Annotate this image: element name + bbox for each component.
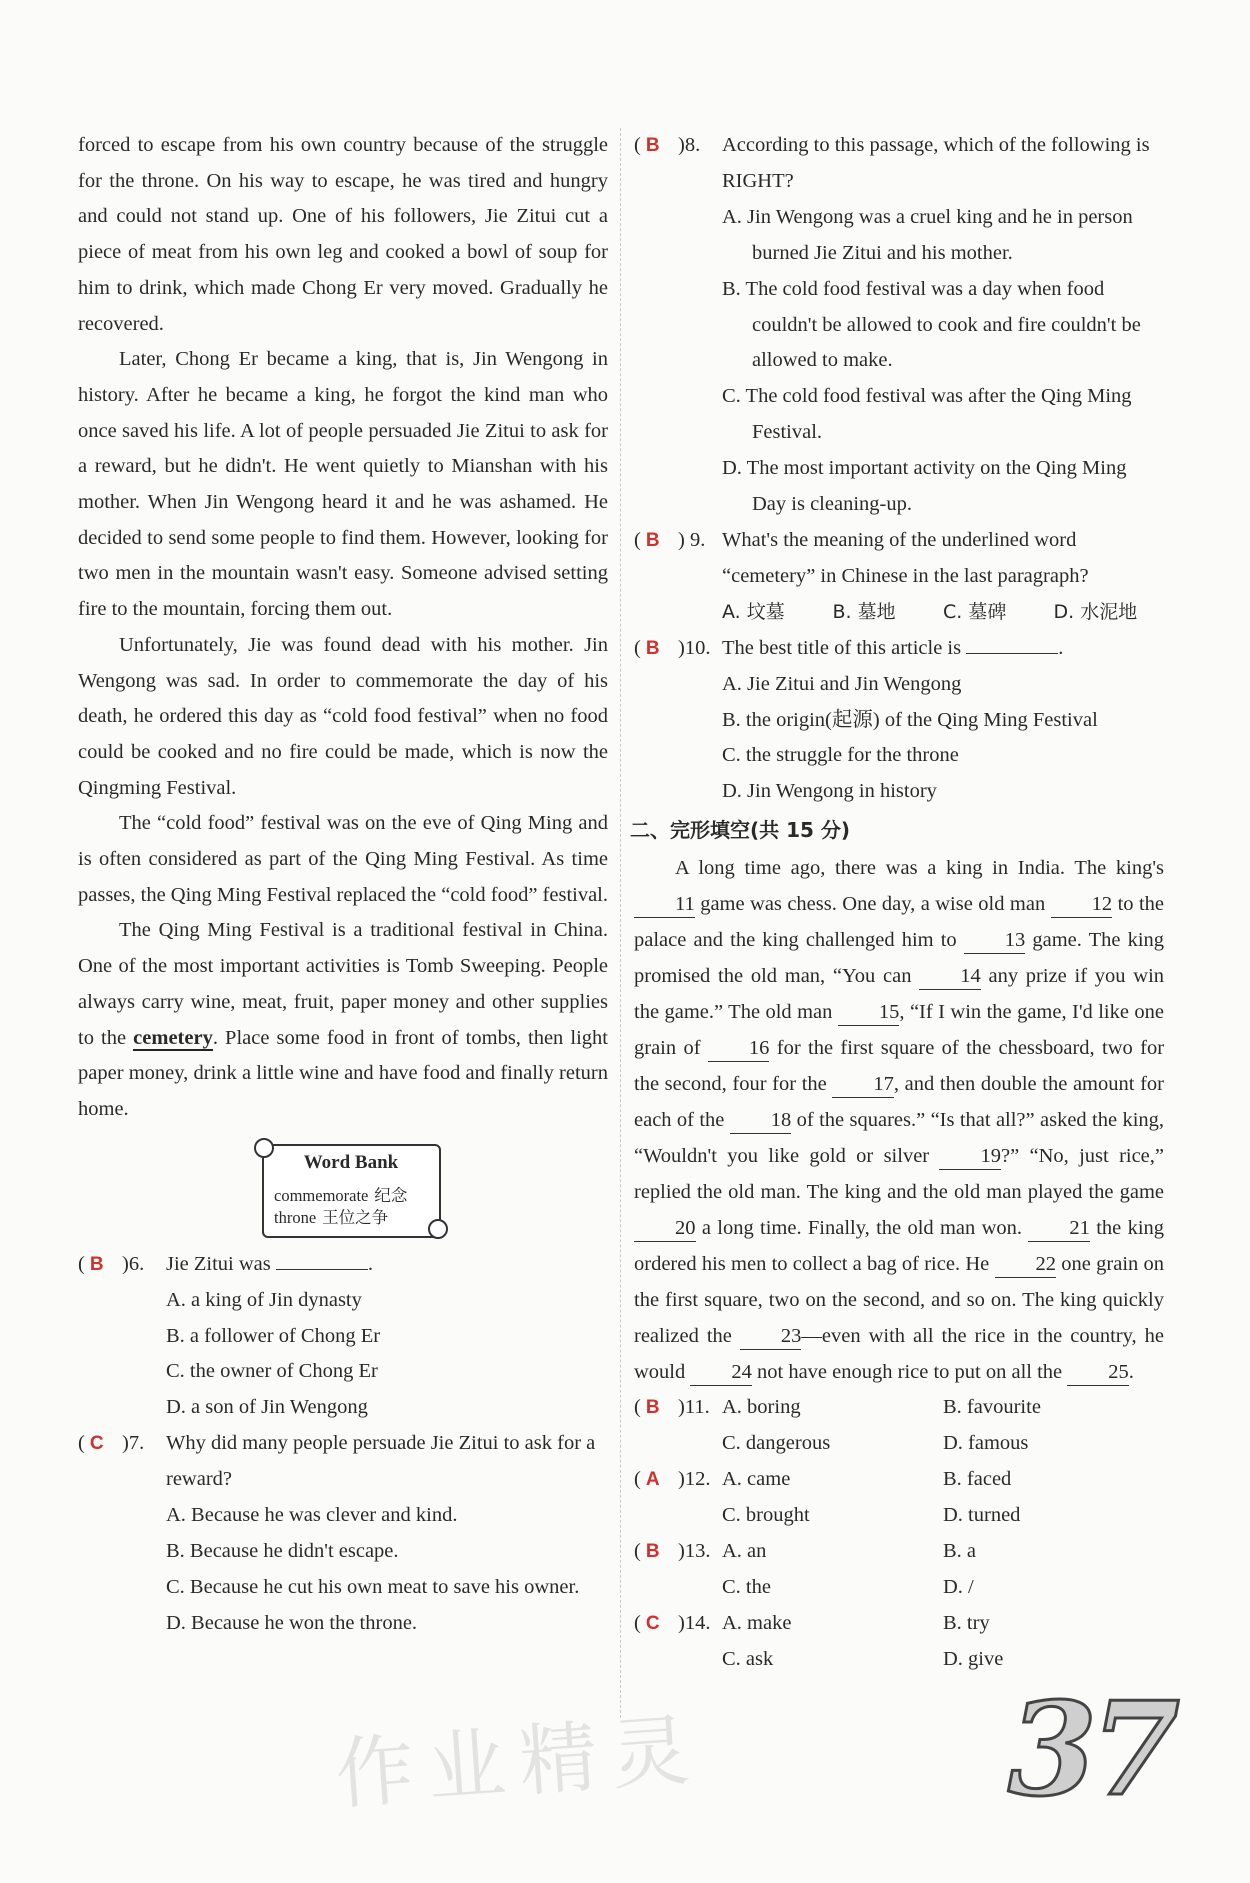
- question-13: [634, 1534, 1164, 1606]
- cloze-blank-19[interactable]: 19: [939, 1143, 1001, 1170]
- page-number: 37: [1007, 1675, 1174, 1825]
- option-a[interactable]: A. an: [722, 1539, 767, 1562]
- option-c[interactable]: C. the: [722, 1575, 771, 1598]
- answer-mark: B: [89, 1253, 104, 1275]
- option-c[interactable]: C. Because he cut his own meat to save his owner.: [166, 1575, 580, 1598]
- option-b[interactable]: B. a follower of Chong Er: [166, 1324, 381, 1347]
- column-divider: [620, 128, 621, 1718]
- option-b[interactable]: B. The cold food festival was a day when food couldn't be allowed to cook and fire couldn't be allowed to make.: [722, 277, 1141, 372]
- entry-chinese: 王位之争: [322, 1207, 389, 1227]
- entry-chinese: 纪念: [374, 1185, 408, 1205]
- cloze-text: , and then double the amount for each of the: [634, 1073, 1164, 1132]
- cloze-text: for the first square of the chessboard, two for the second, four for the: [634, 1037, 1165, 1096]
- cloze-blank-15[interactable]: 15: [838, 999, 900, 1026]
- answer-mark: B: [645, 1397, 660, 1419]
- option-d[interactable]: D. Because he won the throne.: [166, 1611, 418, 1634]
- option-a[interactable]: A. make: [722, 1611, 792, 1634]
- answer-mark: A: [645, 1469, 660, 1491]
- option-c[interactable]: C. the owner of Chong Er: [166, 1360, 378, 1383]
- passage-paragraph: Unfortunately, Jie was found dead with his mother. Jin Wengong was sad. In order to commemorate the day of his death, he ordered this day as “cold food festival” when no food could be cooked and no fire could be made, which is now the Qingming Festival.: [78, 633, 608, 799]
- cloze-blank-14[interactable]: 14: [919, 963, 981, 990]
- option-d[interactable]: D. The most important activity on the Qing Ming Day is cleaning-up.: [722, 457, 1127, 516]
- options-row: [722, 1462, 1164, 1498]
- cloze-text: one grain on the first square, two on the second, and so on. The king quickly realized the: [634, 1253, 1165, 1348]
- cloze-text: .: [1128, 1361, 1134, 1384]
- scroll-curl-icon: [428, 1219, 448, 1239]
- option-b[interactable]: B. try: [943, 1611, 990, 1634]
- answer-paren: ( C: [78, 1432, 104, 1455]
- question-12: [634, 1462, 1164, 1534]
- option-c[interactable]: C. 墓碑: [943, 600, 1007, 623]
- passage-paragraph: forced to escape from his own country because of the struggle for the throne. On his way to escape, he was tired and hungry and could not stand up. One of his followers, Jie Zitui cut a piece of meat from his own leg and cooked a bowl of soup for him to drink, which made Chong Er very moved. Gradually he recovered.: [78, 134, 608, 335]
- option-b[interactable]: B. the origin(起源) of the Qing Ming Festival: [722, 708, 1098, 731]
- options-row: [722, 1534, 1164, 1570]
- option-a[interactable]: A. boring: [722, 1396, 801, 1419]
- cloze-blank-20[interactable]: 20: [634, 1215, 696, 1242]
- question-stem: Why did many people persuade Jie Zitui to ask for a reward?: [166, 1432, 596, 1491]
- question-number: )14.: [678, 1611, 711, 1634]
- cloze-blank-17[interactable]: 17: [832, 1071, 894, 1098]
- right-column: [630, 128, 1165, 1677]
- answer-blank[interactable]: [276, 1251, 368, 1270]
- question-number: )12.: [678, 1468, 711, 1491]
- passage-text: The Qing Ming Festival is a traditional festival in China. One of the most important activities is Tomb Sweeping. People always carry wine, meat, fruit, paper money and other supplies to the: [78, 919, 608, 1049]
- word-bank-entry: [274, 1204, 388, 1228]
- question-number: )10.: [678, 636, 711, 659]
- option-d[interactable]: D. give: [943, 1647, 1004, 1670]
- answer-paren: ( B: [634, 134, 660, 156]
- option-d[interactable]: D. turned: [943, 1503, 1021, 1526]
- cloze-text: of the squares.” “Is that all?” asked the king, “Wouldn't you like gold or silver: [634, 1109, 1165, 1168]
- passage-paragraph: Later, Chong Er became a king, that is, Jin Wengong in history. After he became a king, he forgot the kind man who once saved his life. A lot of people persuaded Jie Zitui to ask for a reward, but he didn't. He went quietly to Mianshan with his mother. When Jin Wengong heard it and he was ashamed. He decided to send some people to find them. However, looking for two men in the mountain wasn't easy. Someone advised setting fire to the mountain, forcing them out.: [78, 348, 608, 621]
- option-b[interactable]: B. favourite: [943, 1396, 1041, 1419]
- cloze-text: to the palace and the king challenged him to: [634, 893, 1165, 952]
- word-bank-title: Word Bank: [303, 1151, 399, 1173]
- option-a[interactable]: A. Because he was clever and kind.: [166, 1504, 458, 1527]
- watermark: 作业精灵: [332, 1705, 707, 1821]
- option-b[interactable]: B. 墓地: [832, 600, 896, 623]
- stem-end: .: [367, 1252, 374, 1275]
- question-stem: According to this passage, which of the following is RIGHT?: [722, 134, 1150, 192]
- question-11: [634, 1390, 1164, 1462]
- question-number: )6.: [122, 1252, 145, 1275]
- question-number: )8.: [678, 134, 701, 156]
- stem-end: .: [1058, 636, 1064, 659]
- cloze-text: A long time ago, there was a king in India. The king's: [675, 857, 1164, 880]
- question-6: [78, 1247, 608, 1427]
- answer-mark: B: [645, 529, 660, 551]
- question-stem: [166, 1247, 608, 1283]
- underlined-word-cemetery: cemetery: [133, 1026, 213, 1049]
- stem-text: The best title of this article is: [722, 636, 962, 659]
- cloze-text: not have enough rice to put on all the: [757, 1361, 1063, 1384]
- answer-mark: C: [645, 1612, 660, 1634]
- cloze-text: ?” “No, just rice,” replied the old man. The king and the old man played the game: [634, 1145, 1165, 1204]
- answer-mark: B: [645, 1540, 660, 1562]
- option-c[interactable]: C. dangerous: [722, 1432, 831, 1455]
- passage-text: . Place some food in front of tombs, then light paper money, drink a little wine and have food and finally return home.: [78, 1026, 608, 1120]
- question-number: )7.: [122, 1432, 145, 1455]
- answer-paren: ( B: [634, 528, 660, 551]
- options-row: [722, 1642, 1164, 1678]
- question-number: ) 9.: [678, 528, 706, 551]
- option-a[interactable]: A. came: [722, 1468, 791, 1491]
- question-7: [78, 1426, 608, 1641]
- answer-paren: ( A: [634, 1468, 660, 1491]
- cloze-text: , “If I win the game, I'd like one grain of: [634, 1001, 1165, 1060]
- option-d[interactable]: D. /: [943, 1575, 974, 1598]
- option-d[interactable]: D. Jin Wengong in history: [722, 780, 937, 803]
- answer-paren: ( B: [78, 1252, 104, 1275]
- cloze-blank-24[interactable]: 24: [690, 1359, 752, 1386]
- cloze-blank-11[interactable]: 11: [634, 891, 695, 918]
- answer-blank[interactable]: [966, 635, 1058, 654]
- question-9: [634, 523, 1164, 631]
- cloze-text: the king ordered his men to collect a bag of rice. He: [634, 1217, 1165, 1276]
- option-d[interactable]: D. famous: [943, 1432, 1029, 1455]
- cloze-text: —even with all the rice in the country, he would: [634, 1325, 1164, 1384]
- word-bank: [256, 1136, 446, 1241]
- option-c[interactable]: C. brought: [722, 1503, 810, 1526]
- word-bank-entry: [274, 1182, 407, 1206]
- option-b[interactable]: B. a: [943, 1539, 977, 1562]
- answer-paren: ( B: [634, 1539, 660, 1562]
- question-10: [634, 631, 1164, 811]
- cloze-text: game was chess. One day, a wise old man: [700, 893, 1046, 916]
- question-number: )11.: [678, 1396, 710, 1419]
- options-row: [722, 1426, 1164, 1462]
- options-row: [722, 1606, 1164, 1642]
- options-row: [722, 1498, 1164, 1534]
- options-row: [722, 1390, 1164, 1426]
- option-a[interactable]: A. a king of Jin dynasty: [166, 1288, 362, 1311]
- option-c[interactable]: C. The cold food festival was after the Qing Ming Festival.: [722, 385, 1132, 444]
- option-a[interactable]: A. Jie Zitui and Jin Wengong: [722, 672, 962, 695]
- section-title-cloze: 二、完形填空(共 15 分): [630, 818, 851, 843]
- entry-english: commemorate: [274, 1185, 369, 1205]
- answer-paren: ( B: [634, 636, 660, 659]
- option-d[interactable]: D. 水泥地: [1053, 600, 1138, 623]
- cloze-blank-23[interactable]: 23: [740, 1323, 802, 1350]
- answer-mark: C: [89, 1433, 104, 1455]
- passage-paragraph-last: [78, 913, 608, 1127]
- option-a[interactable]: A. Jin Wengong was a cruel king and he in person burned Jie Zitui and his mother.: [722, 205, 1133, 264]
- question-stem: What's the meaning of the underlined word “cemetery” in Chinese in the last paragraph?: [722, 528, 1089, 587]
- answer-paren: ( B: [634, 1396, 660, 1419]
- option-b[interactable]: B. Because he didn't escape.: [166, 1539, 399, 1562]
- left-column: [78, 128, 608, 1642]
- question-14: [634, 1606, 1164, 1678]
- cloze-blank-25[interactable]: 25: [1067, 1359, 1129, 1386]
- cloze-text: any prize if you win the game.” The old man: [634, 965, 1165, 1024]
- answer-mark: B: [645, 135, 660, 156]
- cloze-text: a long time. Finally, the old man won.: [701, 1217, 1023, 1240]
- entry-english: throne: [274, 1207, 317, 1227]
- cloze-blank-16[interactable]: 16: [708, 1035, 770, 1062]
- cloze-blank-13[interactable]: 13: [964, 927, 1026, 954]
- cloze-blank-18[interactable]: 18: [730, 1107, 792, 1134]
- option-c[interactable]: C. ask: [722, 1647, 774, 1670]
- question-stem: [722, 631, 1164, 667]
- options-row: [722, 1570, 1164, 1606]
- question-8: [634, 128, 1164, 523]
- option-b[interactable]: B. faced: [943, 1468, 1012, 1491]
- cloze-blank-22[interactable]: 22: [995, 1251, 1057, 1278]
- question-number: )13.: [678, 1539, 711, 1562]
- option-a[interactable]: A. 坟墓: [722, 600, 785, 623]
- cloze-text: game. The king promised the old man, “You can: [634, 929, 1165, 988]
- option-d[interactable]: D. a son of Jin Wengong: [166, 1396, 368, 1419]
- passage-paragraph: The “cold food” festival was on the eve of Qing Ming and is often considered as part of the Qing Ming Festival. As time passes, the Qing Ming Festival replaced the “cold food” festival.: [78, 812, 609, 906]
- cloze-blank-21[interactable]: 21: [1028, 1215, 1090, 1242]
- cloze-blank-12[interactable]: 12: [1051, 891, 1113, 918]
- answer-mark: B: [645, 637, 660, 659]
- options-row: [722, 595, 1164, 631]
- option-c[interactable]: C. the struggle for the throne: [722, 744, 959, 767]
- cloze-passage: [634, 850, 1164, 1390]
- answer-paren: ( C: [634, 1611, 660, 1634]
- stem-text: Jie Zitui was: [166, 1252, 271, 1275]
